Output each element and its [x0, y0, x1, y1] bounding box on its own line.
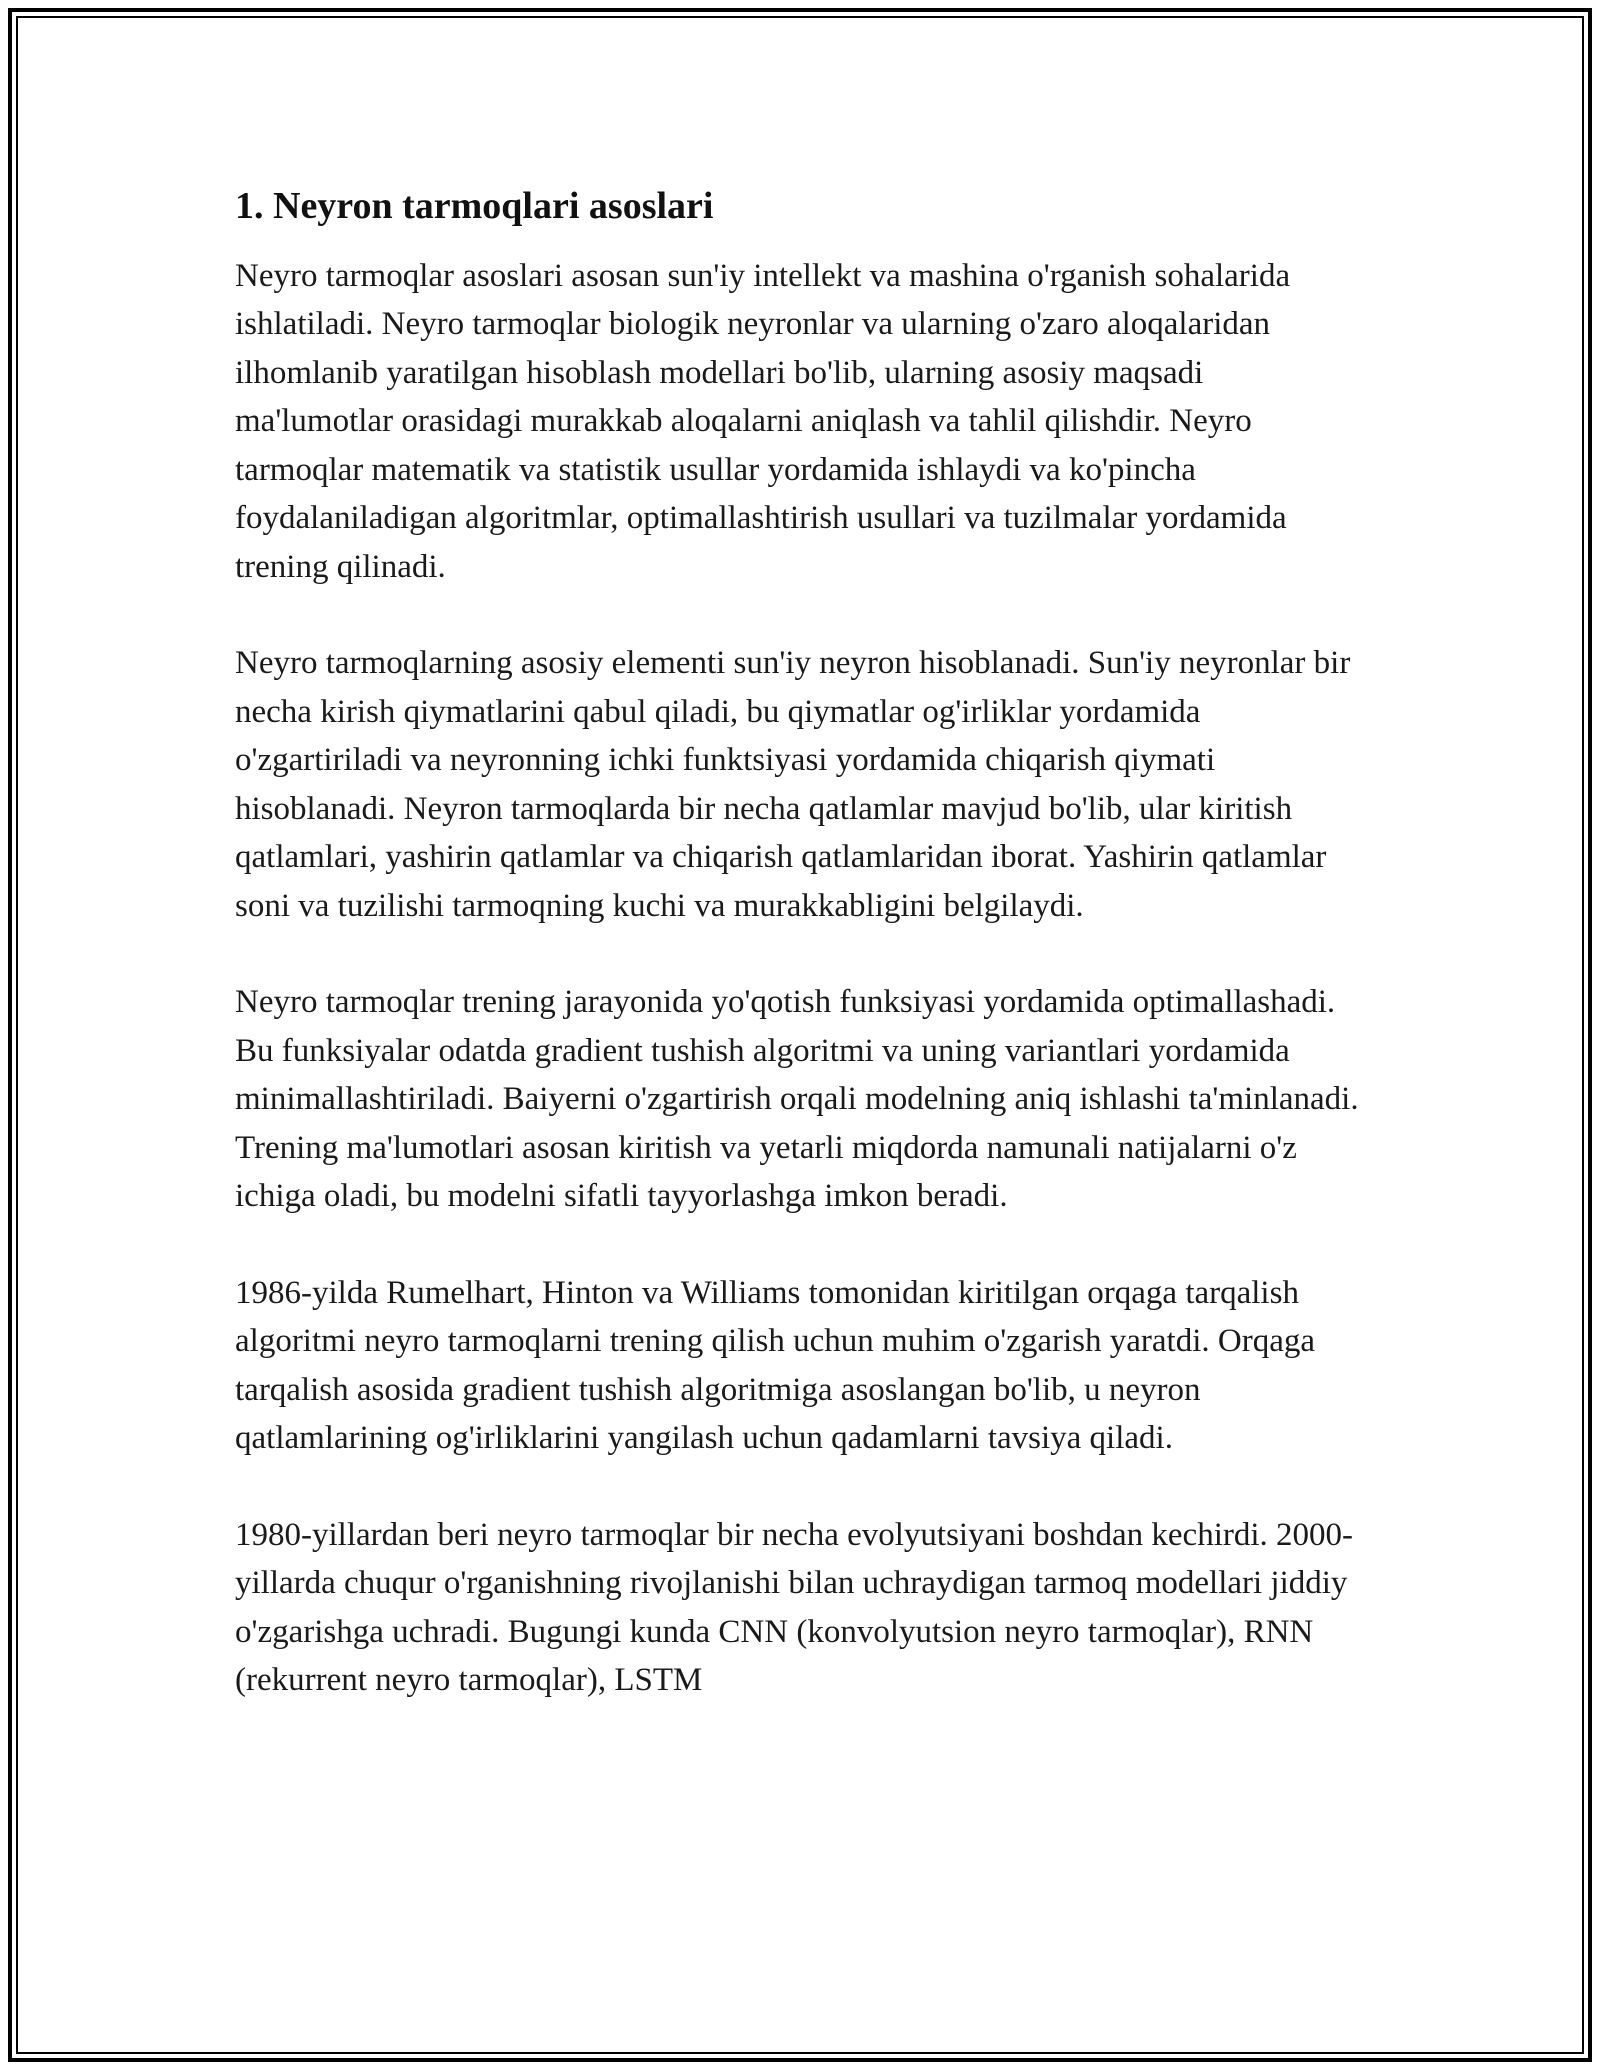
paragraph-4: 1986-yilda Rumelhart, Hinton va Williams tomonidan kiritilgan orqaga tarqalish algoritmi neyro tarmoqlarni trening qilish uchun muhim o'zgarish yaratdi. Orqaga tarqalish asosida gradient tushish algoritmiga asoslangan bo'lib, u neyron qatlamlarining og'irliklarini yangilash uchun qadamlarni tavsiya qiladi.	[235, 1274, 1316, 1457]
paragraph-1: Neyro tarmoqlar asoslari asosan sun'iy intellekt va mashina o'rganish sohalarida ishlatiladi. Neyro tarmoqlar biologik neyronlar va ularning o'zaro aloqalaridan ilhomlanib yaratilgan hisoblash modellari bo'lib, ularning asosiy maqsadi ma'lumotlar orasidagi murakkab aloqalarni aniqlash va tahlil qilishdir. Neyro tarmoqlar matematik va statistik usullar yordamida ishlaydi va ko'pincha foydalaniladigan algoritmlar, optimallashtirish usullari va tuzilmalar yordamida trening qilinadi.	[235, 257, 1291, 585]
section-heading: 1. Neyron tarmoqlari asoslari	[235, 185, 714, 227]
document-body	[235, 184, 1365, 1753]
paragraph-3: Neyro tarmoqlar trening jarayonida yo'qotish funksiyasi yordamida optimallashadi. Bu funksiyalar odatda gradient tushish algoritmi va uning variantlari yordamida minimallashtiriladi. Baiyerni o'zgartirish orqali modelning aniq ishlashi ta'minlanadi. Trening ma'lumotlari asosan kiritish va yetarli miqdorda namunali natijalarni o'z ichiga oladi, bu modelni sifatli tayyorlashga imkon beradi.	[235, 984, 1359, 1215]
paragraph-5: 1980-yillardan beri neyro tarmoqlar bir necha evolyutsiyani boshdan kechirdi. 2000-yillarda chuqur o'rganishning rivojlanishi bilan uchraydigan tarmoq modellari jiddiy o'zgarishga uchradi. Bugungi kunda CNN (konvolyutsion neyro tarmoqlar), RNN (rekurrent neyro tarmoqlar), LSTM	[235, 1516, 1354, 1699]
paragraph-2: Neyro tarmoqlarning asosiy elementi sun'iy neyron hisoblanadi. Sun'iy neyronlar bir necha kirish qiymatlarini qabul qiladi, bu qiymatlar og'irliklar yordamida o'zgartiriladi va neyronning ichki funktsiyasi yordamida chiqarish qiymati hisoblanadi. Neyron tarmoqlarda bir necha qatlamlar mavjud bo'lib, ular kiritish qatlamlari, yashirin qatlamlar va chiqarish qatlamlaridan iborat. Yashirin qatlamlar soni va tuzilishi tarmoqning kuchi va murakkabligini belgilaydi.	[235, 645, 1351, 924]
